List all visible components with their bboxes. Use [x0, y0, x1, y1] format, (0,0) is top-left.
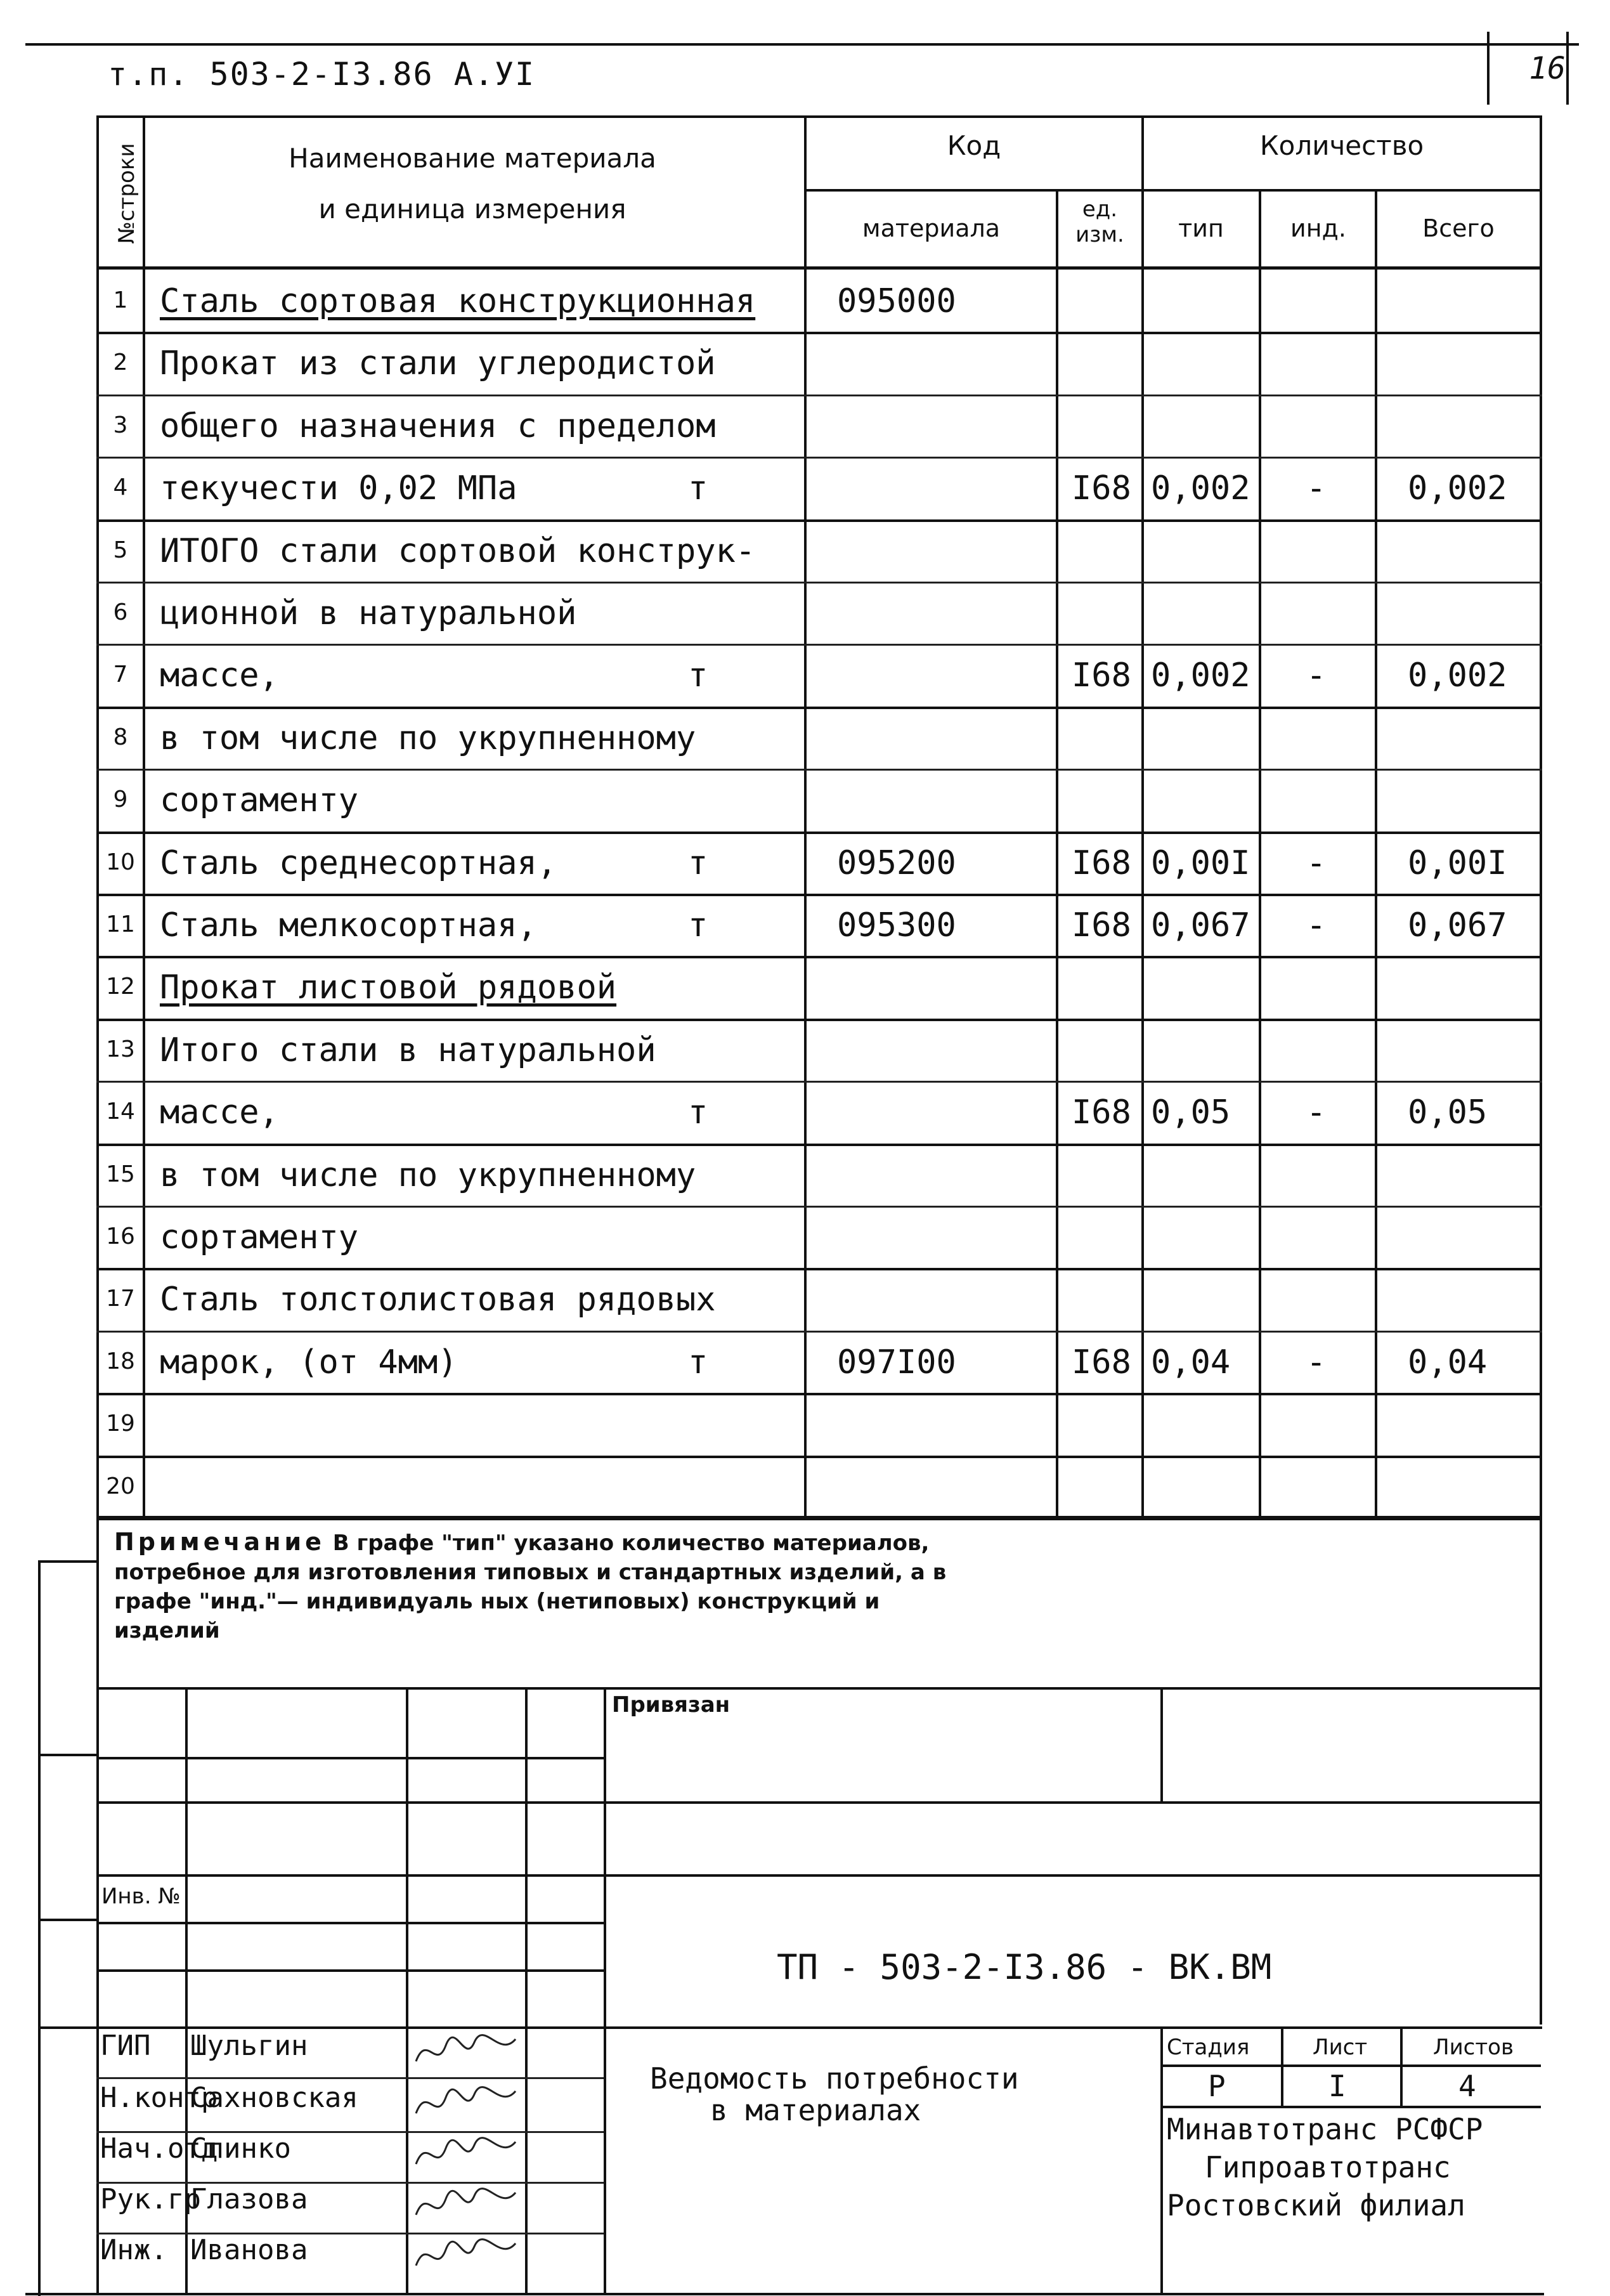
qty-type-value: 0,05: [1151, 1093, 1231, 1132]
material-name: сортаменту: [160, 781, 359, 819]
organization-line3: Ростовский филиал: [1167, 2188, 1465, 2222]
signature-mark: [411, 2231, 525, 2278]
row-number: 20: [106, 1473, 135, 1499]
signature-mark: [411, 2026, 525, 2074]
unit-code: I68: [1072, 844, 1131, 882]
material-name: общего назначения с пределом: [160, 407, 716, 445]
bound-label: Привязан: [612, 1692, 730, 1718]
unit-code: I68: [1072, 656, 1131, 695]
note-text: Примечание В графе "тип" указано количество материалов, потребное для изготовления типовых и стандартных изделий, а в графе "инд."— индивидуаль ных (нетиповых) конструкций и изделий: [114, 1528, 947, 1643]
document-code-header: т.п. 503-2-I3.86 А.УI: [108, 56, 536, 93]
document-title-line2: в материалах: [710, 2093, 921, 2127]
inventory-number-label: Инв. №: [101, 1884, 181, 1909]
row-number: 4: [113, 474, 128, 500]
qty-ind-value: -: [1306, 906, 1327, 944]
row-number: 6: [113, 599, 128, 625]
sheet-label: Лист: [1313, 2035, 1368, 2060]
unit-code: I68: [1072, 1343, 1131, 1381]
material-name: Прокат листовой рядовой: [160, 969, 617, 1007]
material-name: Итого стали в натуральной: [160, 1031, 656, 1069]
organization-line1: Минавтотранс РСФСР: [1167, 2112, 1483, 2146]
document-designation: ТП - 503-2-I3.86 - ВК.ВМ: [777, 1947, 1272, 1987]
sheets-label: Листов: [1433, 2035, 1514, 2060]
quantity-group-header: Количество: [1259, 130, 1424, 161]
material-name: массе,: [160, 1093, 279, 1132]
qty-total-header: Всего: [1422, 214, 1495, 242]
qty-ind-value: -: [1306, 844, 1327, 882]
material-code: 097I00: [837, 1343, 956, 1381]
signer-name: Глазова: [190, 2183, 308, 2215]
sheet-value: I: [1328, 2069, 1346, 2103]
row-number: 1: [113, 287, 128, 313]
organization-line2: Гипроавтотранс: [1205, 2150, 1451, 2184]
qty-total-value: 0,05: [1408, 1093, 1488, 1132]
material-name: Прокат из стали углеродистой: [160, 344, 716, 382]
material-name: в том числе по укрупненному: [160, 1156, 696, 1194]
signature-mark: [411, 2078, 525, 2126]
qty-total-value: 0,067: [1408, 906, 1507, 944]
material-name: Сталь среднесортная,: [160, 844, 557, 882]
stage-label: Стадия: [1167, 2035, 1250, 2060]
material-name: ционной в натуральной: [160, 594, 577, 632]
name-header-line2: и единица измерения: [318, 193, 626, 225]
code-material-header: материала: [862, 214, 1001, 242]
row-number: 3: [113, 412, 128, 438]
signer-name: Спинко: [190, 2132, 291, 2165]
qty-ind-value: -: [1306, 469, 1327, 507]
unit-symbol: т: [688, 469, 708, 507]
signer-role: Инж.: [100, 2234, 167, 2266]
qty-type-value: 0,04: [1151, 1343, 1231, 1381]
qty-total-value: 0,002: [1408, 656, 1507, 695]
qty-total-value: 0,002: [1408, 469, 1507, 507]
row-number: 13: [106, 1036, 135, 1062]
code-group-header: Код: [947, 130, 1001, 161]
row-number: 2: [113, 349, 128, 375]
signer-role: Нач.отд: [100, 2132, 218, 2165]
unit-code: I68: [1072, 1093, 1131, 1132]
material-name: марок, (от 4мм): [160, 1343, 458, 1381]
unit-symbol: т: [688, 844, 708, 882]
material-name: Сталь мелкосортная,: [160, 906, 537, 944]
unit-symbol: т: [688, 1093, 708, 1132]
material-name: массе,: [160, 656, 279, 695]
signer-role: Н.контр: [100, 2082, 218, 2114]
qty-ind-value: -: [1306, 656, 1327, 695]
material-code: 095200: [837, 844, 956, 882]
qty-type-value: 0,067: [1151, 906, 1250, 944]
row-number: 16: [106, 1223, 135, 1249]
material-name: текучести 0,02 МПа: [160, 469, 517, 507]
page-number: 16: [1529, 51, 1566, 86]
material-code: 095300: [837, 906, 956, 944]
unit-symbol: т: [688, 906, 708, 944]
row-number: 19: [106, 1411, 135, 1437]
row-number: 10: [106, 849, 135, 875]
unit-symbol: т: [688, 656, 708, 695]
signer-name: Иванова: [190, 2234, 308, 2266]
sheets-value: 4: [1458, 2069, 1476, 2103]
row-number: 12: [106, 974, 135, 1000]
qty-ind-header: инд.: [1290, 214, 1346, 242]
unit-code: I68: [1072, 469, 1131, 507]
code-unit-header: ед. изм.: [1075, 197, 1124, 247]
signer-name: Сахновская: [190, 2082, 358, 2114]
material-name: ИТОГО стали сортовой конструк-: [160, 532, 756, 570]
stage-value: Р: [1208, 2069, 1226, 2103]
signer-name: Шульгин: [190, 2030, 308, 2062]
row-number: 9: [113, 786, 128, 812]
document-title-line1: Ведомость потребности: [650, 2061, 1019, 2096]
qty-total-value: 0,00I: [1408, 844, 1507, 882]
material-name: сортаменту: [160, 1218, 359, 1256]
row-number: 5: [113, 537, 128, 563]
row-number: 11: [106, 911, 135, 937]
material-name: Сталь сортовая конструкционная: [160, 282, 756, 320]
row-number: 15: [106, 1161, 135, 1187]
material-name: Сталь толстолистовая рядовых: [160, 1281, 716, 1319]
signature-mark: [411, 2129, 525, 2177]
qty-ind-value: -: [1306, 1343, 1327, 1381]
row-number: 17: [106, 1286, 135, 1312]
row-number: 18: [106, 1348, 135, 1374]
signature-mark: [411, 2180, 525, 2228]
material-code: 095000: [837, 282, 956, 320]
material-name: в том числе по укрупненному: [160, 719, 696, 757]
qty-type-header: тип: [1178, 214, 1224, 242]
signer-role: Рук.гр: [100, 2183, 201, 2215]
qty-total-value: 0,04: [1408, 1343, 1488, 1381]
qty-type-value: 0,002: [1151, 656, 1250, 695]
signer-role: ГИП: [100, 2030, 151, 2062]
qty-type-value: 0,002: [1151, 469, 1250, 507]
qty-type-value: 0,00I: [1151, 844, 1250, 882]
row-number: 8: [113, 724, 128, 750]
unit-symbol: т: [688, 1343, 708, 1381]
unit-code: I68: [1072, 906, 1131, 944]
row-number: 7: [113, 662, 128, 688]
qty-ind-value: -: [1306, 1093, 1327, 1132]
row-number: 14: [106, 1099, 135, 1125]
row-number-header: №строки: [114, 143, 140, 244]
name-header-line1: Наименование материала: [289, 143, 656, 174]
